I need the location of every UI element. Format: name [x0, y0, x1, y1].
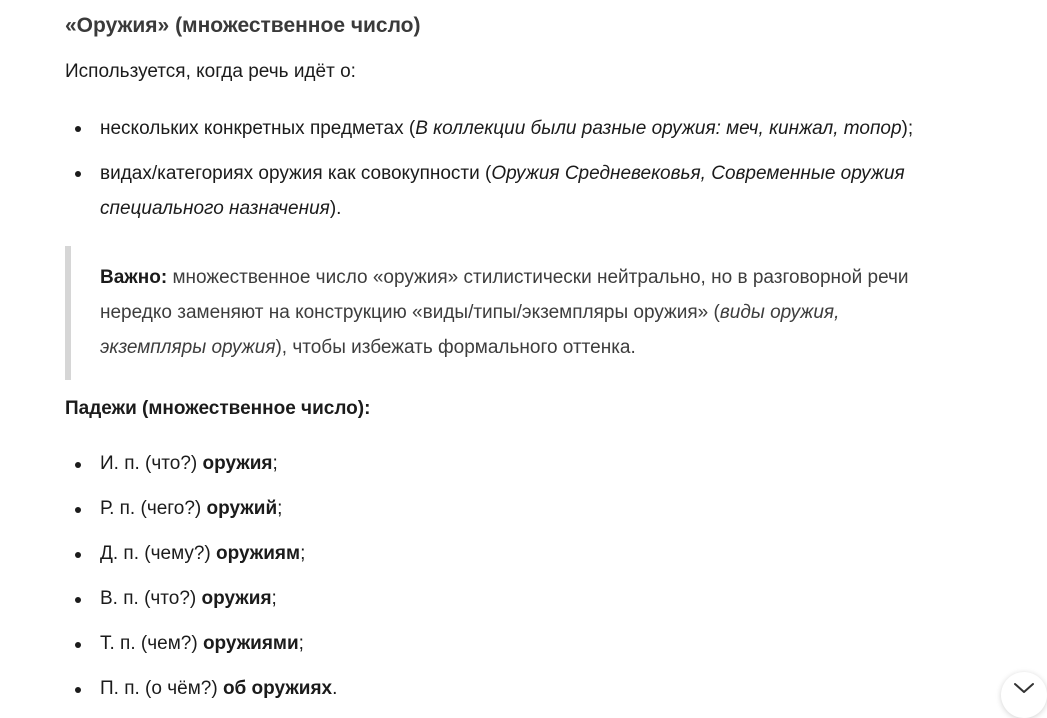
cases-heading: Падежи (множественное число): [65, 398, 371, 419]
bullet-dot [75, 126, 81, 132]
example-text: В коллекции были разные оружия: меч, кинжал, топор [415, 118, 902, 139]
case-text: Т. п. (чем?) оружиями; [100, 633, 304, 654]
intro-text: Используется, когда речь идёт о: [65, 61, 356, 82]
case-text: И. п. (что?) оружия; [100, 453, 278, 474]
bullet-dot [75, 507, 81, 513]
bullet-dot [75, 597, 81, 603]
example-text: Оружия Средневековья, Современные оружия специального назначения [100, 163, 905, 219]
bullet-dot [75, 687, 81, 693]
note-blockquote [65, 246, 971, 380]
case-text: П. п. (о чём?) об оружиях. [100, 678, 338, 699]
case-text: Р. п. (чего?) оружий; [100, 498, 283, 519]
section-heading: «Оружия» (множественное число) [65, 14, 421, 37]
case-text: В. п. (что?) оружия; [100, 588, 277, 609]
chevron-down-icon [1013, 682, 1035, 694]
bullet-dot [75, 462, 81, 468]
list-item-text: видах/категориях оружия как совокупности (Оружия Средневековья, Современные оружия специального назначения). [100, 163, 905, 219]
scroll-down-button[interactable] [1001, 672, 1047, 718]
bullet-dot [75, 171, 81, 177]
example-text: виды оружия, экземпляры оружия [100, 302, 840, 358]
list-item-text: нескольких конкретных предметах (В коллекции были разные оружия: меч, кинжал, топор); [100, 118, 914, 139]
case-text: Д. п. (чему?) оружиям; [100, 543, 306, 564]
bullet-dot [75, 642, 81, 648]
note-label: Важно: [100, 267, 168, 288]
bullet-dot [75, 552, 81, 558]
note-text: Важно: множественное число «оружия» стилистически нейтрально, но в разговорной речи нередко заменяют на конструкцию «виды/типы/экземпляры оружия» (виды оружия, экземпляры оружия), чтобы избежать формального оттенка. [100, 267, 909, 358]
